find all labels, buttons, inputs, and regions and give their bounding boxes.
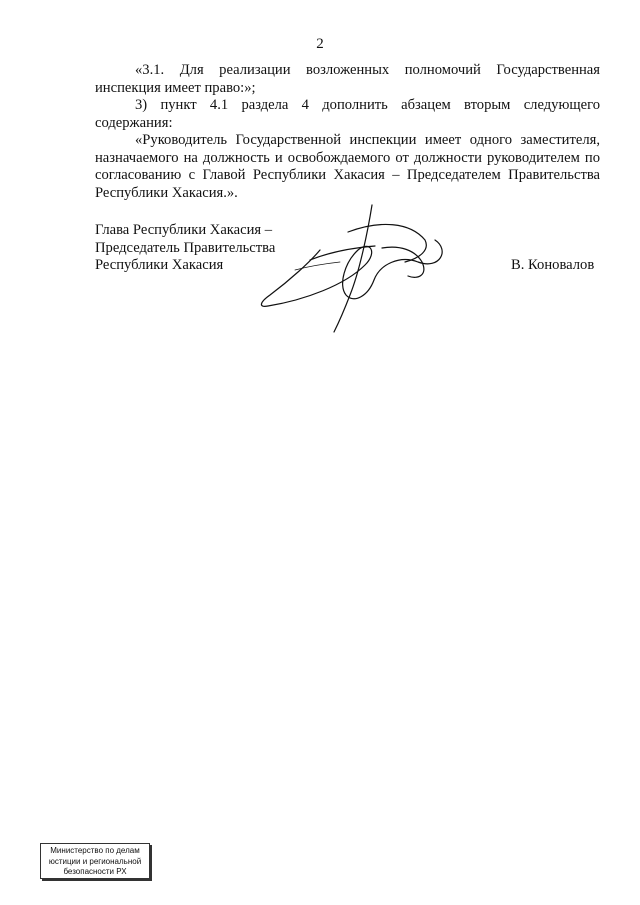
signatory-title-line-3: Республики Хакасия bbox=[95, 257, 224, 273]
signatory-title bbox=[95, 222, 275, 275]
signatory-title-line-2: Председатель Правительства bbox=[95, 239, 276, 256]
page-number: 2 bbox=[316, 36, 324, 52]
stamp-line-1: Министерство по делам bbox=[50, 846, 140, 855]
paragraph-3: «Руководитель Государственной инспекции имеет одного заместителя, назначаемого на должность и освобождаемого от должности руководителем по согласованию с Главой Республики Хакасия – Председателем Правительства Республики Хакасия.». bbox=[95, 132, 600, 201]
document-body bbox=[95, 62, 600, 202]
registration-stamp bbox=[40, 843, 150, 879]
signatory-title-line-1: Глава Республики Хакасия – bbox=[95, 222, 273, 238]
paragraph-1: «3.1. Для реализации возложенных полномочий Государственная инспекция имеет право:»; bbox=[95, 62, 600, 96]
paragraph-2: 3) пункт 4.1 раздела 4 дополнить абзацем вторым следующего содержания: bbox=[95, 97, 600, 131]
handwritten-signature bbox=[250, 200, 480, 340]
stamp-line-2: юстиции и региональной bbox=[48, 856, 142, 866]
signatory-name: В. Коновалов bbox=[511, 257, 595, 273]
stamp-line-3: безопасности РХ bbox=[63, 867, 127, 876]
